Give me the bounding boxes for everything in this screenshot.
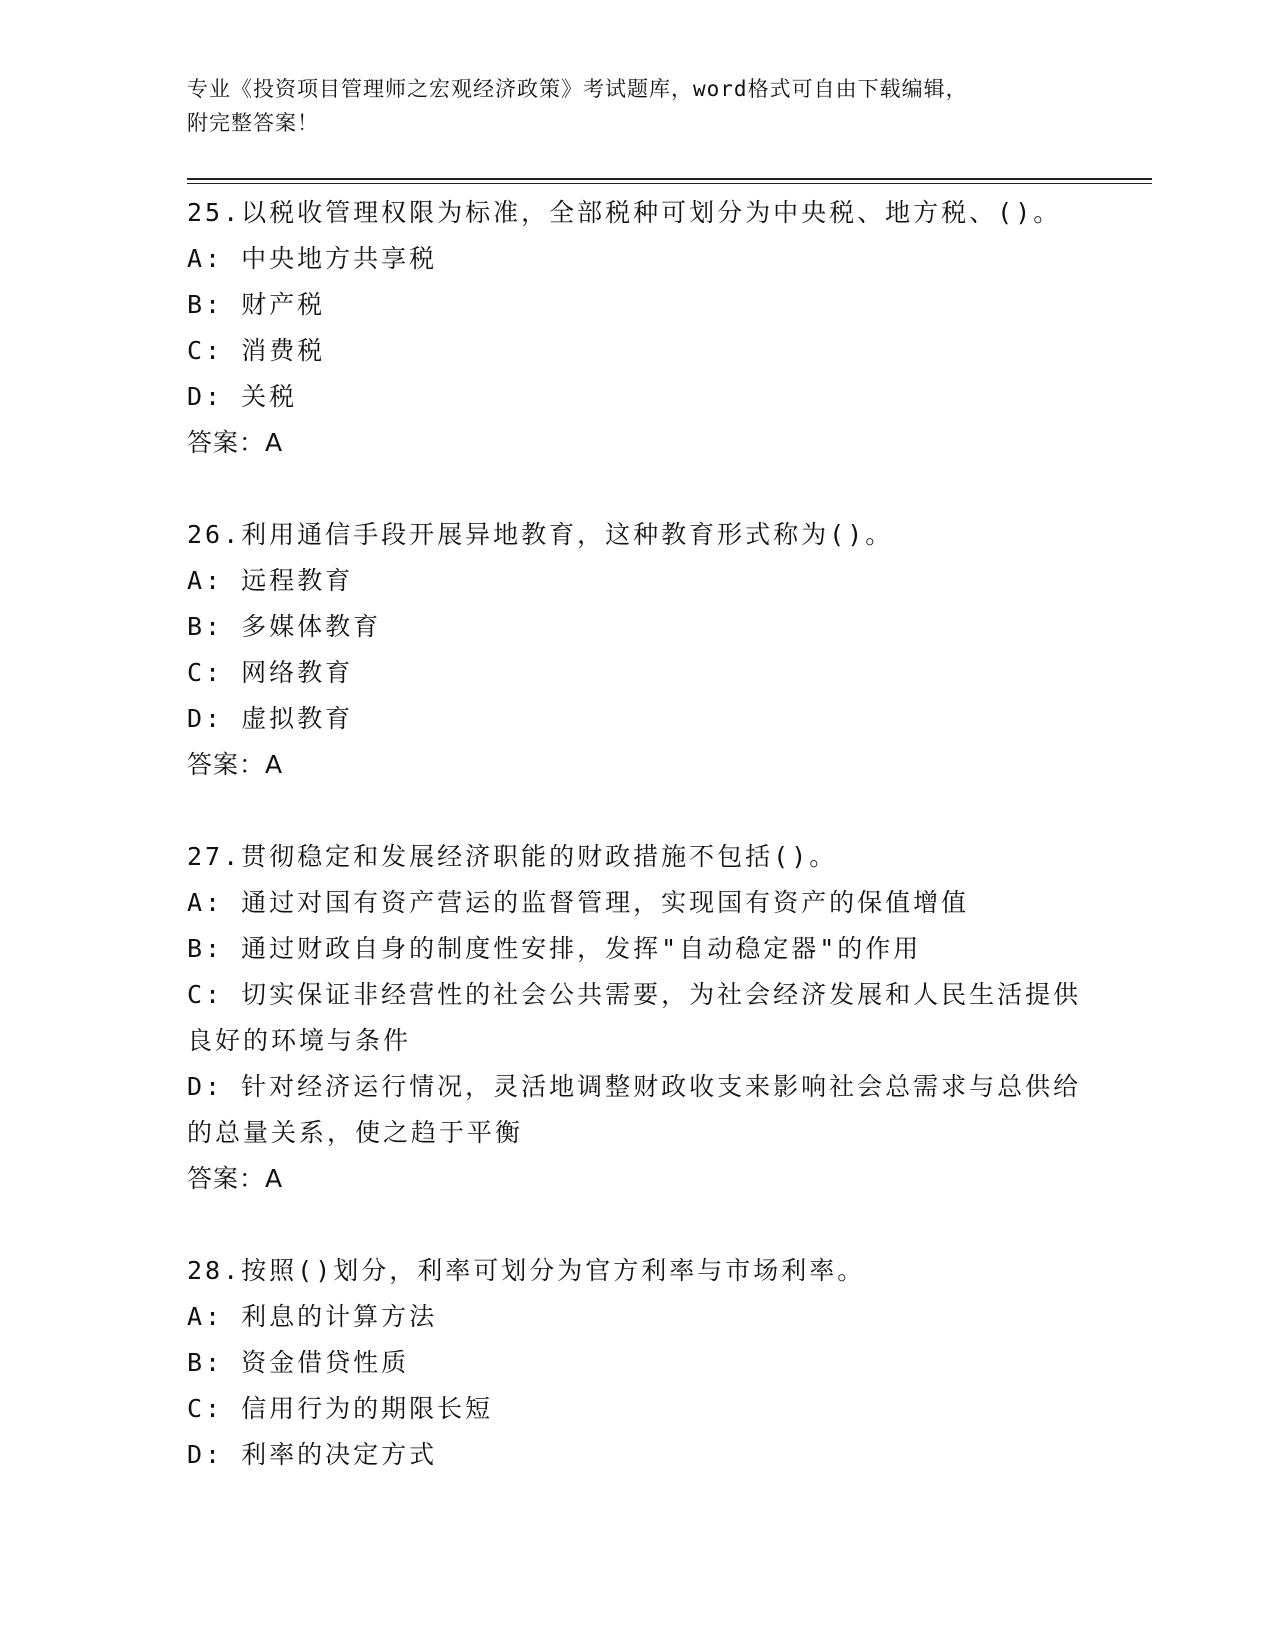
option-b (187, 604, 1087, 650)
question-list (187, 190, 1087, 1478)
option-label: D: (187, 1072, 224, 1101)
option-b (187, 926, 1087, 972)
option-text: 消费税 (223, 336, 326, 365)
option-text: 切实保证非经营性的社会公共需要，为社会经济发展和人民生活提供良好的环境与条件 (187, 980, 1082, 1055)
option-label: B: (187, 290, 224, 319)
option-c (187, 1386, 1087, 1432)
option-text: 资金借贷性质 (223, 1348, 410, 1377)
question-25 (187, 190, 1087, 466)
option-text: 信用行为的期限长短 (223, 1394, 494, 1423)
option-c (187, 328, 1087, 374)
question-27 (187, 834, 1087, 1202)
option-a (187, 558, 1087, 604)
header-line-2: 附完整答案！ (187, 111, 319, 135)
option-text: 通过对国有资产营运的监督管理，实现国有资产的保值增值 (223, 888, 970, 917)
option-label: A: (187, 566, 224, 595)
option-label: A: (187, 244, 224, 273)
option-c (187, 650, 1087, 696)
option-label: C: (187, 658, 224, 687)
option-a (187, 236, 1087, 282)
option-text: 中央地方共享税 (223, 244, 438, 273)
question-stem: 27.贯彻稳定和发展经济职能的财政措施不包括()。 (187, 842, 838, 871)
option-text: 网络教育 (223, 658, 354, 687)
option-b (187, 1340, 1087, 1386)
option-text: 利率的决定方式 (223, 1440, 438, 1469)
option-label: C: (187, 980, 224, 1009)
option-a (187, 880, 1087, 926)
option-a (187, 1294, 1087, 1340)
question-26 (187, 512, 1087, 788)
header-divider-thick (187, 178, 1152, 180)
document-header (187, 72, 1087, 140)
option-label: D: (187, 704, 224, 733)
option-label: B: (187, 612, 224, 641)
option-b (187, 282, 1087, 328)
answer-line: 答案：A (187, 1164, 284, 1193)
option-label: D: (187, 1440, 224, 1469)
option-label: C: (187, 336, 224, 365)
option-label: A: (187, 1302, 224, 1331)
option-d (187, 1432, 1087, 1478)
option-c (187, 972, 1087, 1064)
option-text: 远程教育 (223, 566, 354, 595)
option-text: 通过财政自身的制度性安排，发挥"自动稳定器"的作用 (223, 934, 922, 963)
option-d (187, 1064, 1087, 1156)
option-label: A: (187, 888, 224, 917)
question-stem: 26.利用通信手段开展异地教育，这种教育形式称为()。 (187, 520, 894, 549)
option-label: B: (187, 934, 224, 963)
option-label: B: (187, 1348, 224, 1377)
option-text: 虚拟教育 (223, 704, 354, 733)
option-d (187, 374, 1087, 420)
header-divider-thin (187, 183, 1152, 184)
question-28 (187, 1248, 1087, 1478)
question-stem: 25.以税收管理权限为标准，全部税种可划分为中央税、地方税、()。 (187, 198, 1062, 227)
option-text: 针对经济运行情况，灵活地调整财政收支来影响社会总需求与总供给的总量关系，使之趋于平衡 (187, 1072, 1082, 1147)
option-text: 财产税 (223, 290, 326, 319)
header-line-1: 专业《投资项目管理师之宏观经济政策》考试题库，word格式可自由下载编辑， (187, 77, 968, 101)
option-d (187, 696, 1087, 742)
answer-line: 答案：A (187, 428, 284, 457)
option-text: 多媒体教育 (223, 612, 382, 641)
question-stem: 28.按照()划分，利率可划分为官方利率与市场利率。 (187, 1256, 866, 1285)
option-label: C: (187, 1394, 224, 1423)
option-label: D: (187, 382, 224, 411)
option-text: 利息的计算方法 (223, 1302, 438, 1331)
answer-line: 答案：A (187, 750, 284, 779)
option-text: 关税 (223, 382, 298, 411)
